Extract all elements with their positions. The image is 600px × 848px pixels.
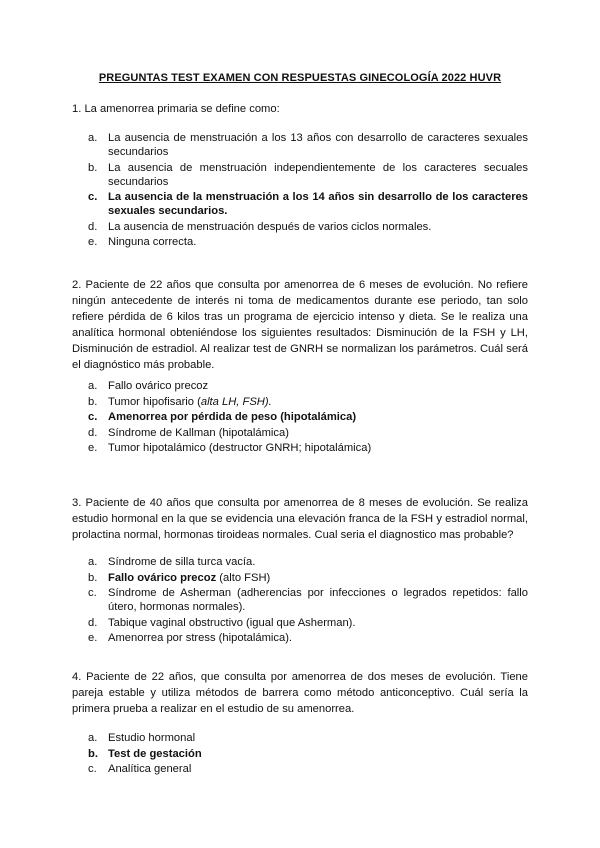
q4-option-c: c. Analítica general — [88, 763, 192, 776]
q3-option-d: d. Tabique vaginal obstructivo (igual que Asherman). — [88, 616, 356, 629]
q3-option-e: e. Amenorrea por stress (hipotalámica). — [88, 632, 293, 645]
q2-option-d: d. Síndrome de Kallman (hipotalámica) — [88, 426, 289, 439]
q2-option-e: e. Tumor hipotalámico (destructor GNRH; hipotalámica) — [88, 442, 372, 455]
q4-option-b-correct: b. Test de gestación — [88, 747, 202, 760]
q4-option-a: a. Estudio hormonal — [88, 732, 196, 744]
question-3: 3. Paciente de 40 años que consulta por amenorrea de 8 meses de evolución. Se realiza estudio hormonal en la que se evidencia una elevación franca de la FSH y estradiol normal, prolactina normal, hormonas tiroideas normales. Cual seria el diagnostico mas probable? — [72, 497, 528, 541]
question-1-options — [88, 131, 528, 251]
q1-option-e: e. Ninguna correcta. — [88, 236, 197, 249]
question-4-options — [88, 731, 528, 778]
q2-option-b: b. Tumor hipofisario (alta LH, FSH). — [88, 395, 272, 408]
question-2: 2. Paciente de 22 años que consulta por amenorrea de 6 meses de evolución. No refiere ningún antecedente de interés ni toma de medicamentos durante ese periodo, tan solo refiere pérdida de 6 kilos tras un programa de ejercicio intenso y dieta. Se le realiza una analítica hormonal obteniéndose los siguientes resultados: Disminución de la FSH y LH, Disminución de estradiol. Al realizar test de GNRH se normalizan los parámetros. Cuál será el diagnóstico más probable. — [72, 279, 528, 371]
q3-option-a: a. Síndrome de silla turca vacía. — [88, 556, 256, 568]
document-title: PREGUNTAS TEST EXAMEN CON RESPUESTAS GINECOLOGÍA 2022 HUVR — [98, 72, 502, 84]
q1-option-b: b. La ausencia de menstruación independientemente de los caracteres secuales secundarios — [88, 161, 528, 188]
q1-option-c-correct: c. La ausencia de la menstruación a los 14 años sin desarrollo de los caracteres sexuales secundarios. — [88, 191, 528, 218]
q2-option-c-correct: c. Amenorrea por pérdida de peso (hipotalámica) — [88, 411, 357, 424]
q2-option-a: a. Fallo ovárico precoz — [88, 380, 209, 392]
question-3-options — [88, 555, 528, 647]
q1-option-a: a. La ausencia de menstruación a los 13 años con desarrollo de caracteres sexuales secundarios — [88, 132, 528, 158]
q3-option-b: b. Fallo ovárico precoz (alto FSH) — [88, 571, 271, 584]
question-1: 1. La amenorrea primaria se define como: — [72, 103, 280, 115]
q3-option-c: c. Síndrome de Asherman (adherencias por infecciones o legrados repetidos: fallo útero, hormonas normales). — [88, 587, 528, 614]
question-4: 4. Paciente de 22 años, que consulta por amenorrea de dos meses de evolución. Tiene pareja estable y utiliza métodos de barrera como método anticonceptivo. Cuál sería la primera prueba a realizar en el estudio de su amenorrea. — [72, 671, 528, 715]
q1-option-d: d. La ausencia de menstruación después de varios ciclos normales. — [88, 220, 432, 233]
question-2-options — [88, 379, 528, 457]
